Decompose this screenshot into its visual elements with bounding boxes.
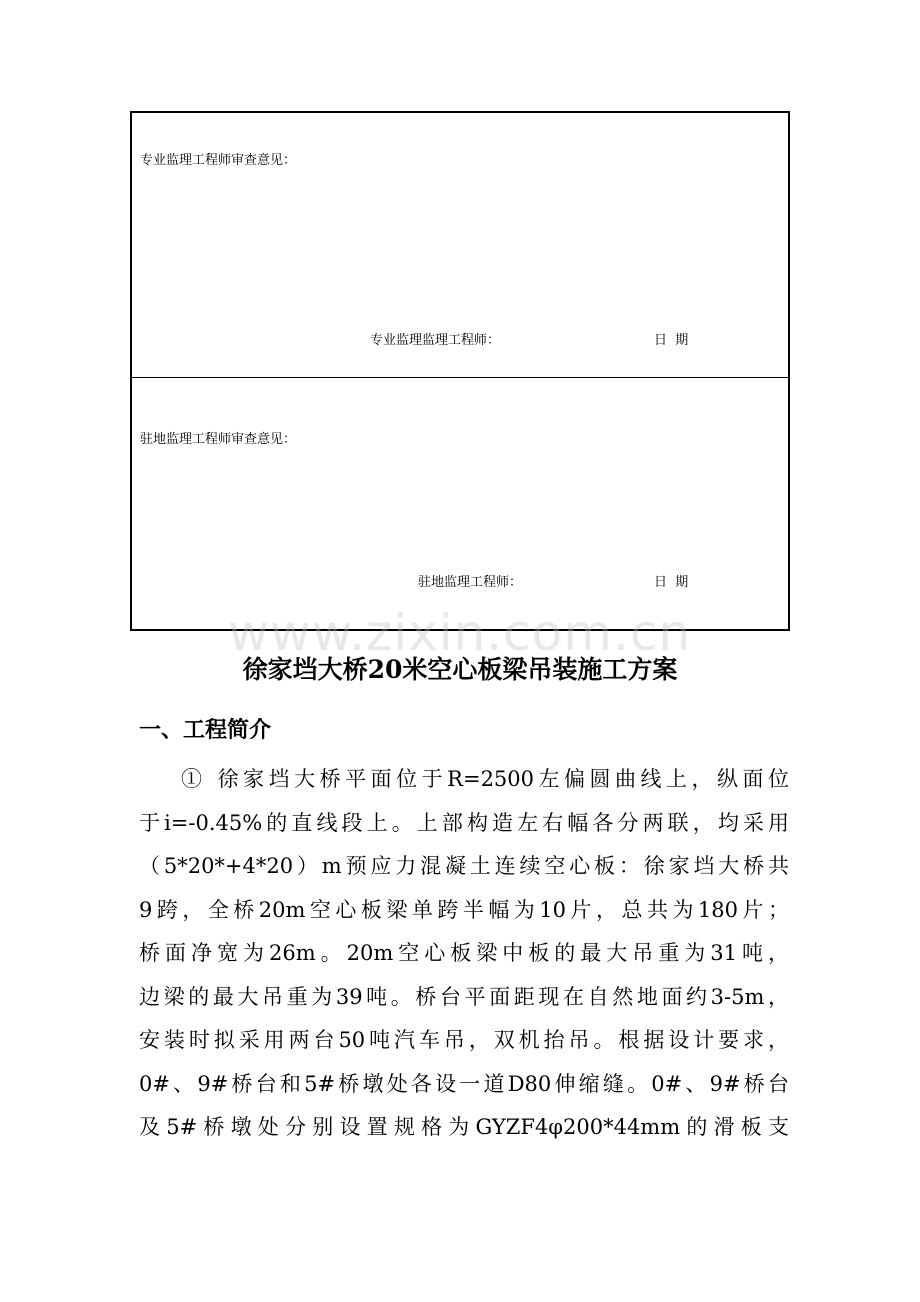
paragraph-line: 边梁的最大吊重为39吨。桥台平面距现在自然地面约3-5m， [139, 984, 789, 1009]
resident-review-section [132, 378, 788, 629]
resident-date-label: 日 期 [654, 575, 689, 590]
specialist-signature-label: 专业监理监理工程师： [370, 333, 501, 348]
supervision-review-form [130, 111, 790, 631]
paragraph-line: 于i=-0.45%的直线段上。上部构造左右幅各分两联，均采用 [139, 810, 789, 835]
specialist-opinion-label: 专业监理工程师审查意见： [140, 153, 297, 168]
resident-opinion-label: 驻地监理工程师审查意见： [140, 432, 297, 447]
section-heading: 一、工程简介 [139, 717, 272, 743]
paragraph-line: 安装时拟采用两台50吨汽车吊，双机抬吊。根据设计要求， [139, 1028, 789, 1052]
resident-signature-label: 驻地监理工程师： [418, 575, 523, 590]
specialist-review-section [132, 113, 788, 378]
project-overview-paragraph [139, 758, 789, 1150]
document-title: 徐家垱大桥20米空心板梁吊装施工方案 [242, 655, 678, 684]
watermark: www.zixin.com.cn [228, 604, 692, 662]
paragraph-line: 及5#桥墩处分别设置规格为GYZF4φ200*44mm的滑板支 [139, 1115, 789, 1139]
paragraph-line: ① 徐家垱大桥平面位于R=2500左偏圆曲线上，纵面位 [181, 767, 789, 791]
specialist-date-label: 日 期 [654, 333, 689, 348]
paragraph-line: 9跨，全桥20m空心板梁单跨半幅为10片，总共为180片； [139, 897, 789, 922]
paragraph-line: （5*20*+4*20）m预应力混凝土连续空心板：徐家垱大桥共 [139, 854, 789, 878]
paragraph-line: 桥面净宽为26m。20m空心板梁中板的最大吊重为31吨， [139, 941, 789, 965]
paragraph-line: 0#、9#桥台和5#桥墩处各设一道D80伸缩缝。0#、9#桥台 [139, 1071, 789, 1096]
